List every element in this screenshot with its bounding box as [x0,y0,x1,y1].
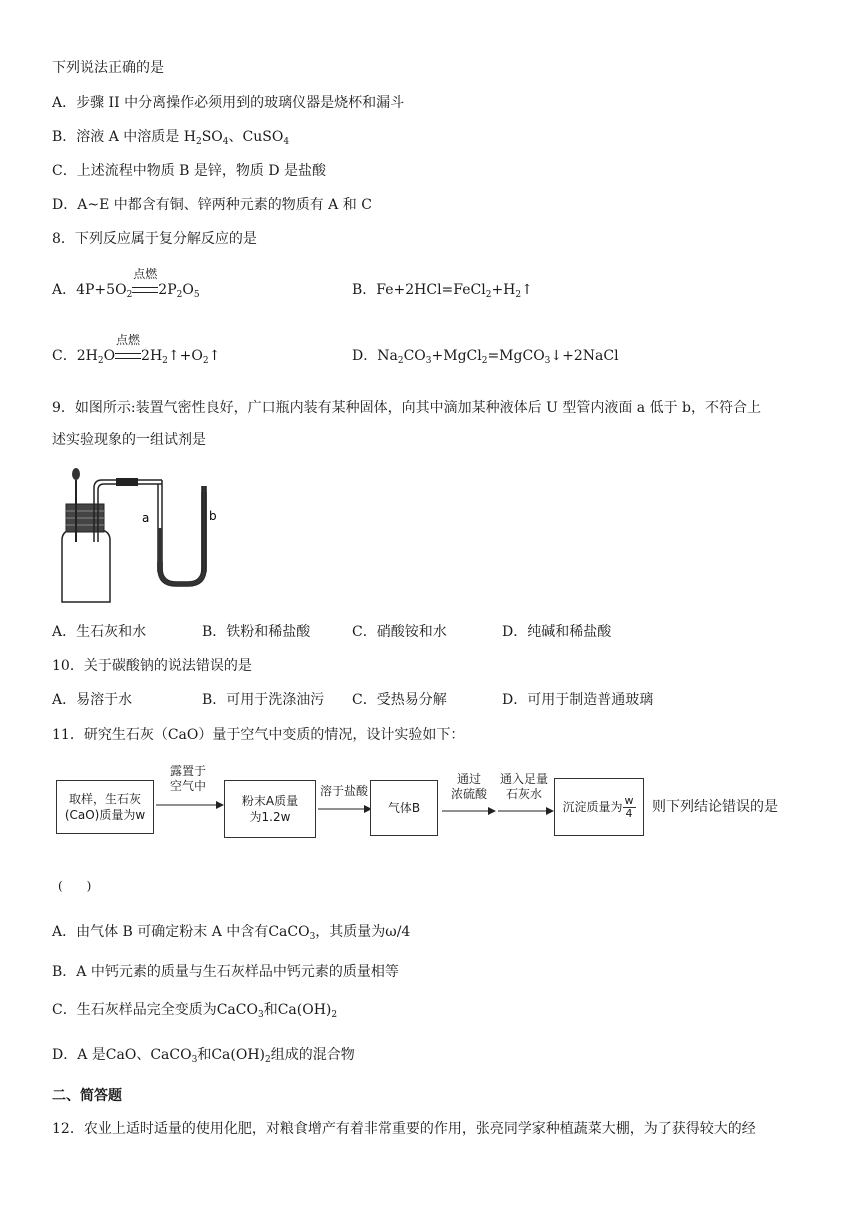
q10-option-c: C．受热易分解 [352,692,447,708]
q7-option-b: B．溶液 A 中溶质是 $H_2SO_4$、CuSO$_4$ [52,129,290,147]
flow-arrow-1 [154,800,224,810]
flow-arrow-4 [496,806,554,816]
q11-option-d: D．A 是CaO、CaCO$_3$和$Ca(OH)_2$组成的混合物 [52,1047,355,1065]
q7-option-a: A．步骤 II 中分离操作必须用到的玻璃仪器是烧杯和漏斗 [52,95,405,111]
flow-label-dissolve: 溶于盐酸 [319,784,368,798]
q7-option-c: C．上述流程中物质 B 是锌，物质 D 是盐酸 [52,163,327,179]
label-b: b [209,509,217,523]
q7-stem: 下列说法正确的是 [52,60,164,76]
wide-mouth-bottle [62,530,110,602]
flow-box-powder-a: 粉末A质量 为1.2w [224,780,316,838]
q10-option-a: A．易溶于水 [52,692,133,708]
reaction-condition: 点燃 [115,346,141,366]
q8-option-c: C．$2H_2O$ 点燃 $2H_2↑+O_2↑$ [52,333,221,366]
q9-option-b: B．铁粉和稀盐酸 [202,624,311,640]
q10-stem: 10．关于碳酸钠的说法错误的是 [52,658,252,674]
flow-arrow-3 [440,806,496,816]
q9-option-d: D．纯碱和稀盐酸 [502,624,612,640]
q10-option-b: B．可用于洗涤油污 [202,692,325,708]
flow-box-gas-b: 气体B [370,780,438,836]
flow-box-precipitate: 沉淀质量为 $\frac{w}{4}$ [554,778,644,836]
dropper-bulb [72,468,80,480]
answer-parentheses: ( ) [58,879,92,893]
q11-option-b: B．A 中钙元素的质量与生石灰样品中钙元素的质量相等 [52,964,399,980]
flow-label-expose: 露置于 空气中 [169,764,206,793]
q9-stem-line1: 9．如图所示:装置气密性良好，广口瓶内装有某种固体，向其中滴加某种液体后 U 型管内液面 a 低于 b，不符合上 [52,400,761,416]
flow-arrow-2 [316,804,372,814]
q9-option-a: A．生石灰和水 [52,624,147,640]
q8-option-d: D．$Na_2CO_3+MgCl_2=MgCO_3↓+2NaCl$ [352,348,619,366]
fraction-w-over-4: $\frac{w}{4}$ [624,793,634,820]
q9-stem-line2: 述实验现象的一组试剂是 [52,432,206,448]
q8-option-a: A．$4P+5O_2$ 点燃 $2P_2O_5$ [52,267,200,300]
flow-label-conc-h2so4: 通过 浓硫酸 [450,772,487,801]
flow-box-sample: 取样，生石灰 (CaO)质量为w [56,780,154,834]
q11-option-c: C．生石灰样品完全变质为CaCO$_3$和$Ca(OH)_2$ [52,1002,338,1020]
section-heading: 二、简答题 [52,1088,122,1104]
q9-option-c: C．硝酸铵和水 [352,624,447,640]
q10-option-d: D．可用于制造普通玻璃 [502,692,654,708]
u-tube [158,492,206,586]
q12-stem: 12．农业上适时适量的使用化肥，对粮食增产有着非常重要的作用，张亮同学家种植蔬菜大棚，为了获得较大的经 [52,1121,756,1137]
q7-option-d: D．A~E 中都含有铜、锌两种元素的物质有 A 和 C [52,197,372,213]
flow-label-limewater: 通入足量 石灰水 [499,772,548,801]
reaction-condition: 点燃 [132,280,158,300]
q8-option-b: B．$Fe+2HCl=FeCl_2+H_2↑$ [352,282,533,300]
q8-stem: 8．下列反应属于复分解反应的是 [52,231,257,247]
apparatus-diagram [50,462,230,610]
q11-option-a: A．由气体 B 可确定粉末 A 中含有CaCO$_3$，其质量为ω/4 [52,924,411,942]
q11-stem: 11．研究生石灰（CaO）量于空气中变质的情况，设计实验如下： [52,727,465,743]
label-a: a [142,511,150,525]
tube-connector [116,478,138,486]
q11-stem-tail: 则下列结论错误的是 [652,799,778,815]
